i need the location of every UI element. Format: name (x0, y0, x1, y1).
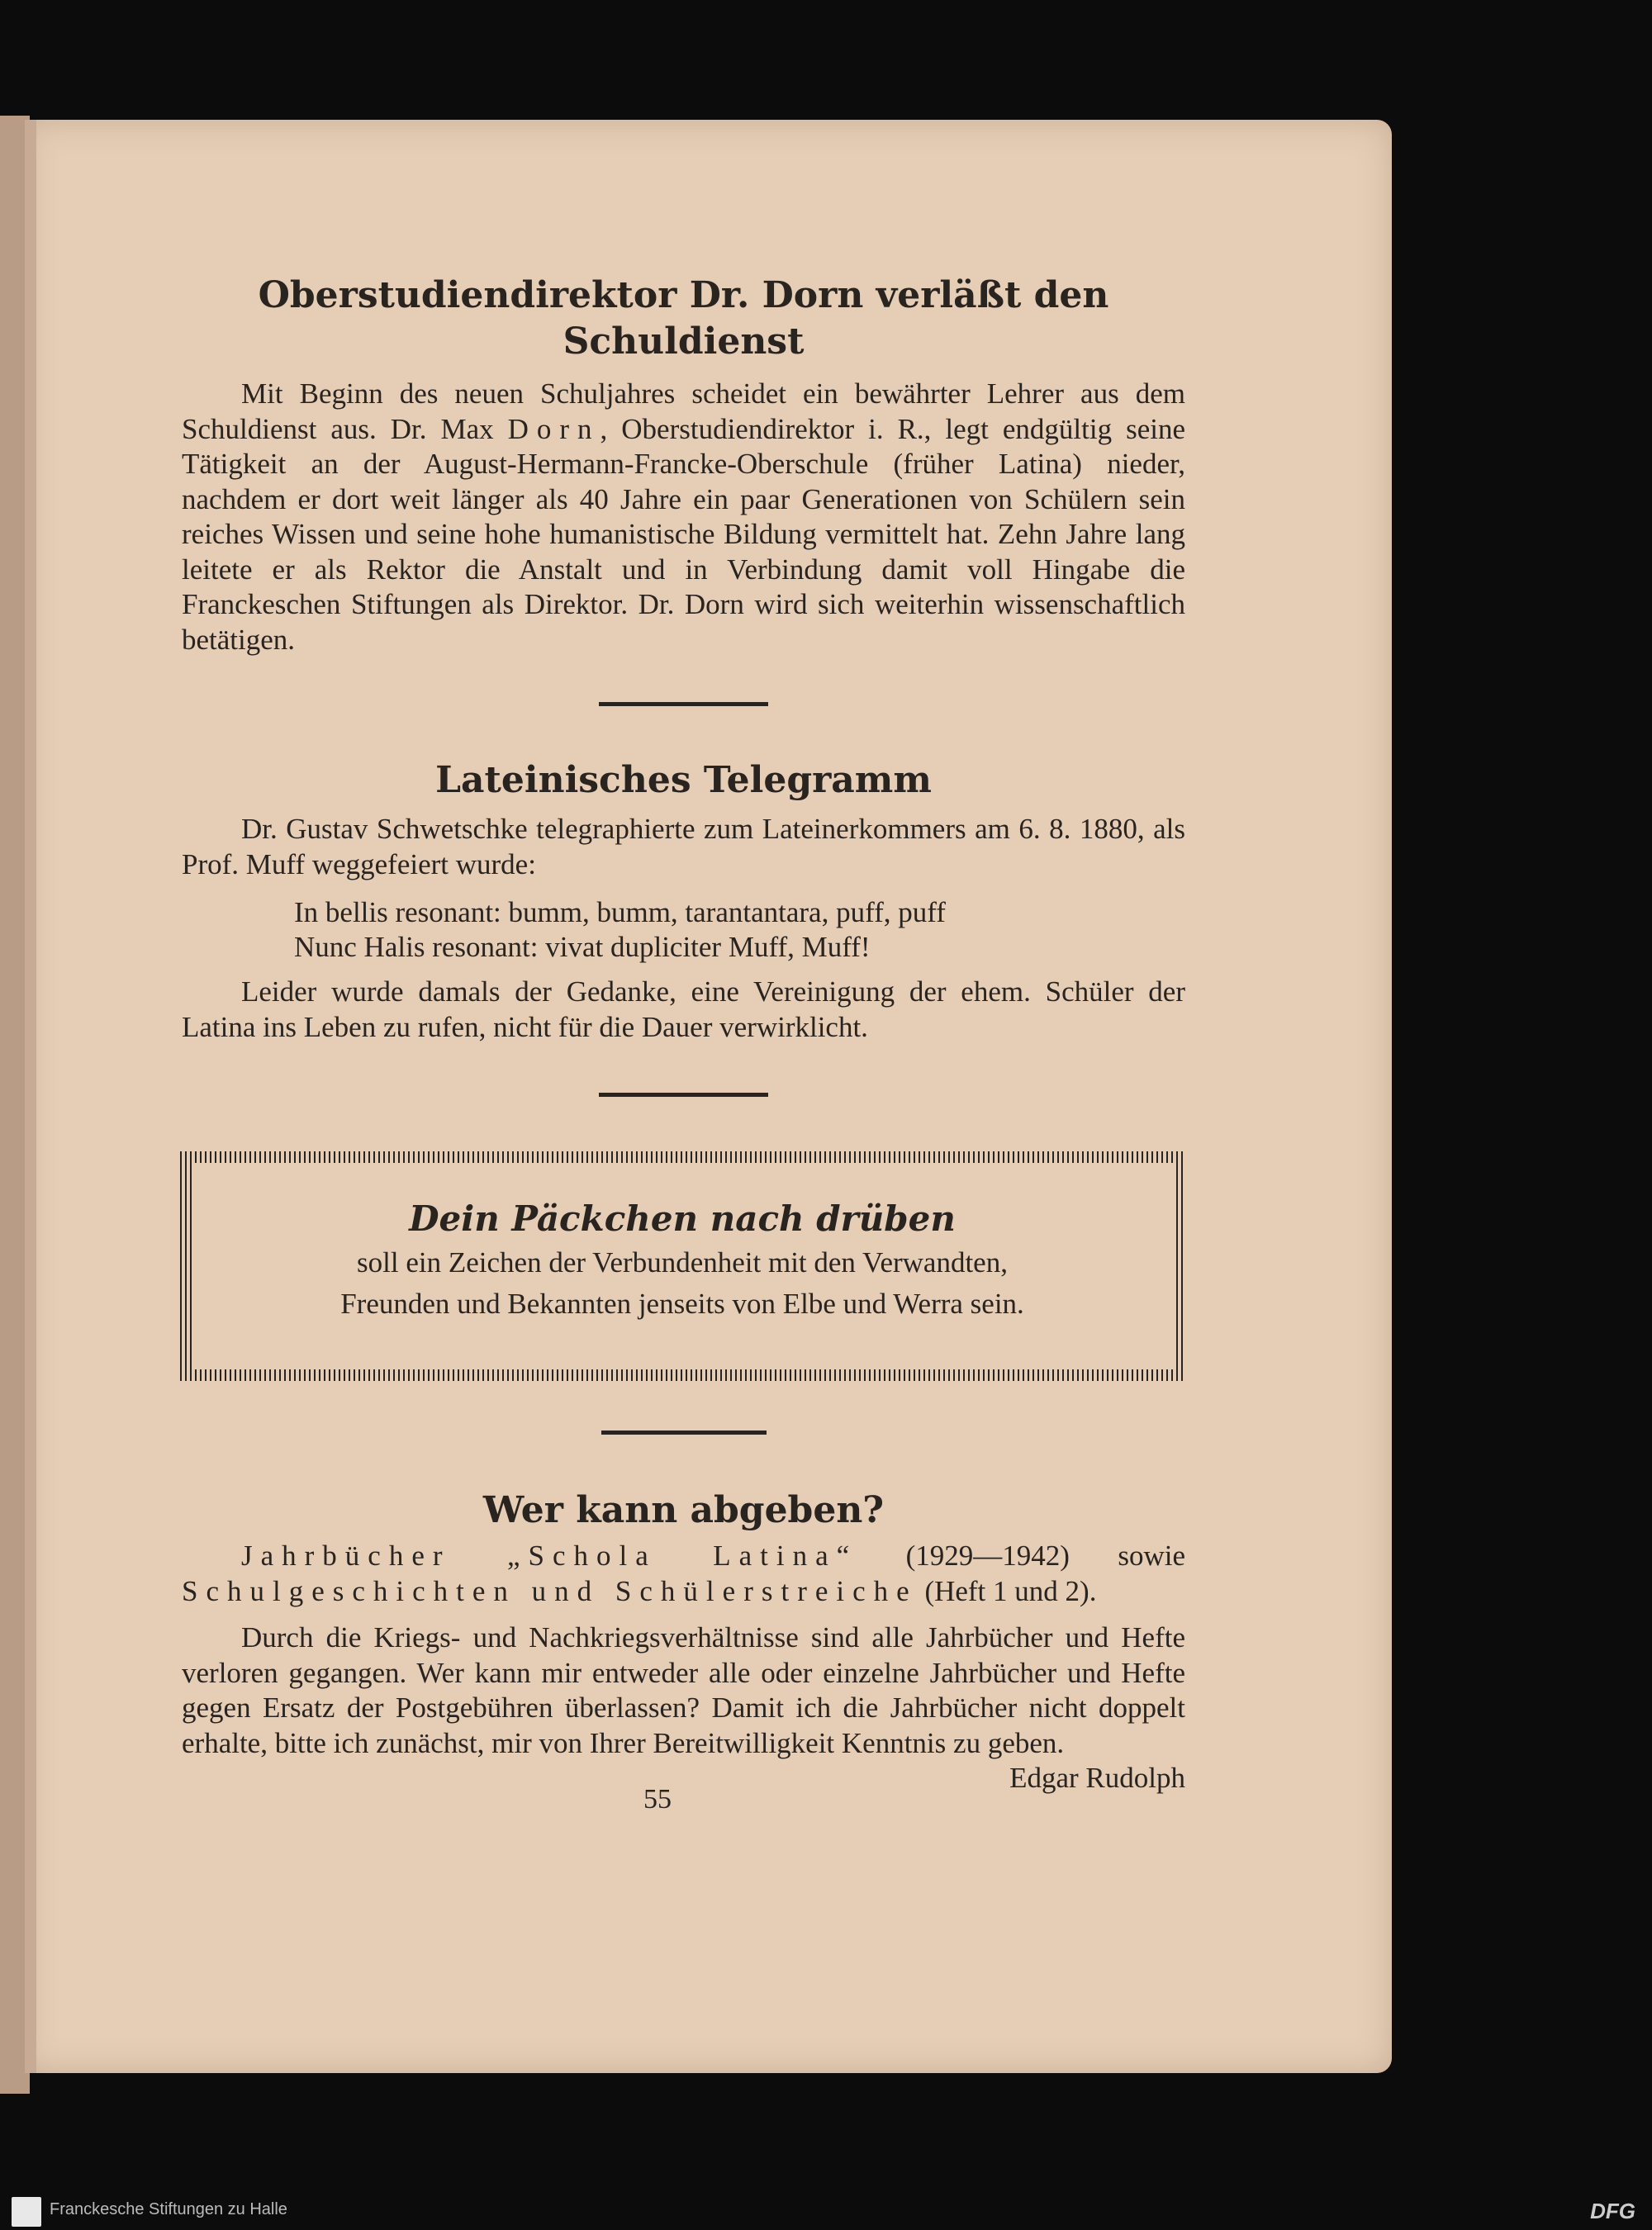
verse-line-1: In bellis resonant: bumm, bumm, tarantantara, puff, puff (294, 896, 946, 928)
article-telegramm-intro: Dr. Gustav Schwetschke telegraphierte zum Lateinerkommers am 6. 8. 1880, als Prof. Muff weggefeiert wurde: (182, 813, 1185, 880)
page-number: 55 (643, 1784, 672, 1815)
name-dorn: Dorn (507, 412, 601, 445)
institution-name: Franckesche Stiftungen zu Halle (50, 2200, 287, 2218)
paeckchen-title: Dein Päckchen nach drüben (409, 1198, 956, 1239)
book-page (25, 120, 1392, 2073)
article-dorn-text: Mit Beginn des neuen Schuljahres scheidet ein bewährter Lehrer aus dem Schuldienst aus. Dr. Max Dorn, Oberstudiendirektor i. R., legt endgültig seine Tätigkeit an der August-Hermann-Francke-Oberschule (früher Latina) nieder, nachdem er dort weit länger als 40 Jahre ein paar Generationen von Schülern sein reiches Wissen und seine hohe humanistische Bildung vermittelt hat. Zehn Jahre lang leitete er als Rektor die Anstalt und in Verbindung damit voll Hingabe die Franckeschen Stiftungen als Direktor. Dr. Dorn wird sich weiterhin wissenschaftlich betätigen. (182, 377, 1185, 656)
article-telegramm (182, 757, 1185, 1045)
viewer-footer (0, 2190, 1652, 2230)
article-abgeben-body: Durch die Kriegs- und Nachkriegsverhältnisse sind alle Jahrbücher und Hefte verloren gegangen. Wer kann mir entweder alle oder einzelne Jahrbücher und Hefte gegen Ersatz der Postgebühren überlassen? Damit ich die Jahrbücher nicht doppelt erhalte, bitte ich zunächst, mir von Ihrer Bereitwilligkeit Kenntnis zu geben. Edgar Rudolph (182, 1620, 1185, 1761)
divider-3 (601, 1431, 767, 1435)
article-dorn (182, 273, 1185, 657)
article-dorn-title: Oberstudiendirektor Dr. Dorn verläßt den Schuldienst (258, 274, 1109, 363)
institution-logo-icon (12, 2197, 41, 2227)
paeckchen-line-1: soll ein Zeichen der Verbundenheit mit den Verwandten, (357, 1246, 1008, 1279)
article-telegramm-title: Lateinisches Telegramm (435, 759, 932, 801)
page-content (182, 273, 1185, 1815)
article-telegramm-outro: Leider wurde damals der Gedanke, eine Vereinigung der ehem. Schüler der Latina ins Leben zu rufen, nicht für die Dauer verwirklicht. (182, 975, 1185, 1043)
paeckchen-box (180, 1151, 1184, 1381)
verse-line-2: Nunc Halis resonant: vivat dupliciter Muff, Muff! (294, 931, 871, 963)
page-gutter (25, 120, 36, 2073)
paeckchen-line-2: Freunden und Bekannten jenseits von Elbe und Werra sein. (340, 1288, 1024, 1320)
signature: Edgar Rudolph (1009, 1762, 1185, 1794)
article-abgeben-request: Jahrbücher „Schola Latina“ (1929—1942) sowie Schulgeschichten und Schülerstreiche (Heft 1 und 2). (182, 1540, 1186, 1607)
article-abgeben-title: Wer kann abgeben? (482, 1489, 885, 1531)
divider-1 (599, 702, 768, 706)
divider-2 (599, 1093, 768, 1097)
article-abgeben (182, 1487, 1186, 1794)
dfg-logo: DFG (1590, 2199, 1635, 2223)
latin-verse (182, 895, 1185, 965)
